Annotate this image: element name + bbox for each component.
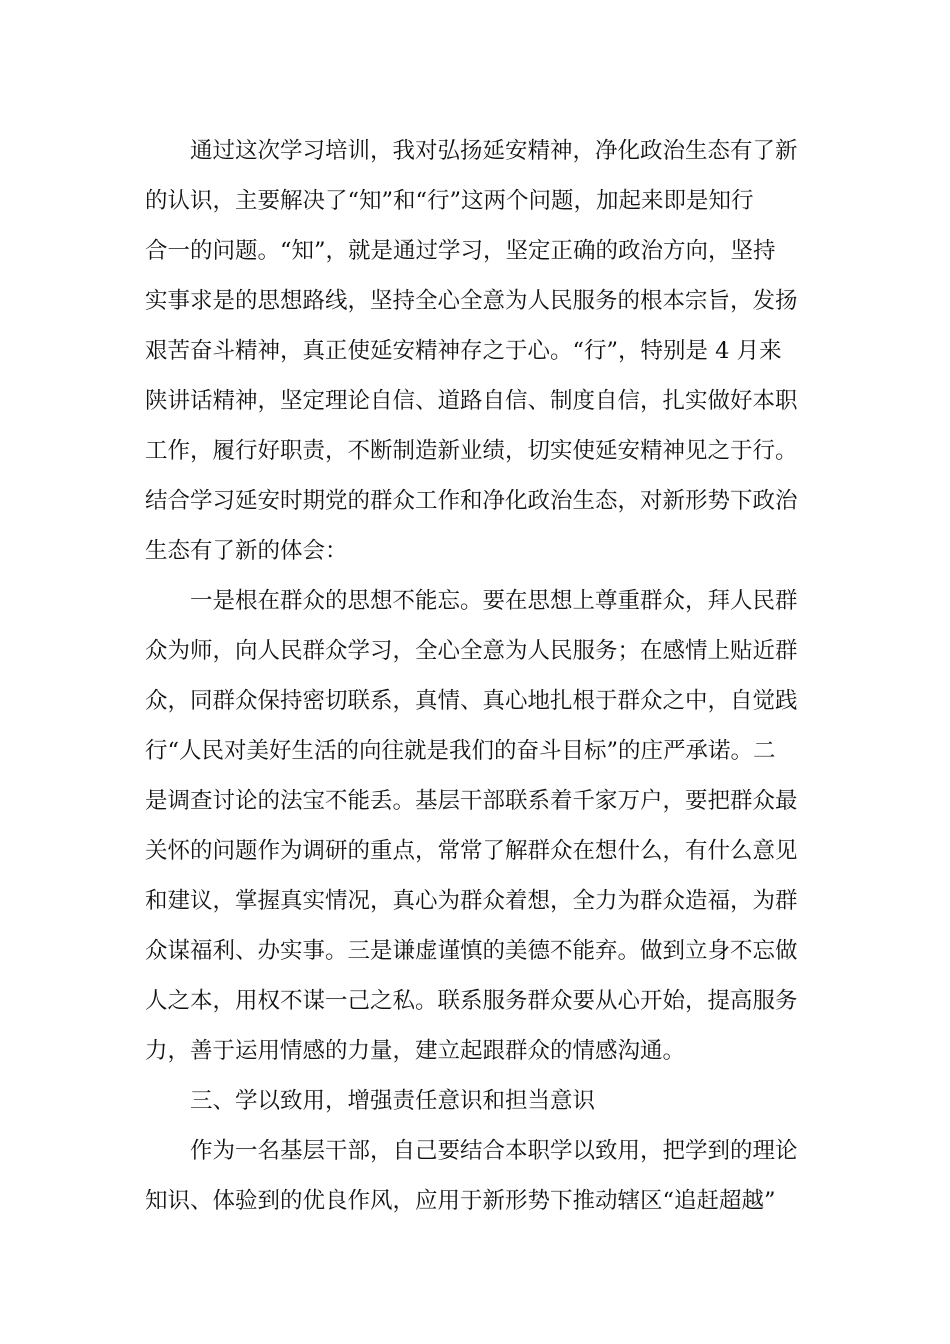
text-line: 关怀的问题作为调研的重点，常常了解群众在想什么，有什么意见 (145, 838, 798, 864)
text-line: 一是根在群众的思想不能忘。要在思想上尊重群众，拜人民群 (190, 588, 798, 614)
text-line: 生态有了新的体会： (145, 538, 348, 564)
text-line: 众谋福利、办实事。三是谦虚谨慎的美德不能弃。做到立身不忘做 (145, 938, 798, 964)
text-line: 是调查讨论的法宝不能丢。基层干部联系着千家万户，要把群众最 (145, 788, 798, 814)
text-line: 知识、体验到的优良作风，应用于新形势下推动辖区“追赶超越” (145, 1188, 776, 1214)
text-line: 众为师，向人民群众学习，全心全意为人民服务；在感情上贴近群 (145, 638, 798, 664)
text-line: 艰苦奋斗精神，真正使延安精神存之于心。“行”，特别是 4 月来 (145, 338, 782, 364)
text-line: 结合学习延安时期党的群众工作和净化政治生态，对新形势下政治 (145, 488, 798, 514)
text-line: 合一的问题。“知”，就是通过学习，坚定正确的政治方向，坚持 (145, 238, 776, 264)
text-line: 通过这次学习培训，我对弘扬延安精神，净化政治生态有了新 (190, 138, 798, 164)
text-line: 工作，履行好职责，不断制造新业绩，切实使延安精神见之于行。 (145, 438, 798, 464)
text-line: 和建议，掌握真实情况，真心为群众着想，全力为群众造福，为群 (145, 888, 798, 914)
text-line: 行“人民对美好生活的向往就是我们的奋斗目标”的庄严承诺。二 (145, 738, 776, 764)
text-line: 作为一名基层干部，自己要结合本职学以致用，把学到的理论 (190, 1138, 798, 1164)
text-line: 众，同群众保持密切联系，真情、真心地扎根于群众之中，自觉践 (145, 688, 798, 714)
text-line: 实事求是的思想路线，坚持全心全意为人民服务的根本宗旨，发扬 (145, 288, 798, 314)
text-line: 人之本，用权不谋一己之私。联系服务群众要从心开始，提高服务 (145, 988, 798, 1014)
section-heading: 三、学以致用，增强责任意识和担当意识 (190, 1088, 596, 1114)
text-line: 力，善于运用情感的力量，建立起跟群众的情感沟通。 (145, 1038, 686, 1064)
text-line: 陕讲话精神，坚定理论自信、道路自信、制度自信，扎实做好本职 (145, 388, 798, 414)
text-line: 的认识，主要解决了“知”和“行”这两个问题，加起来即是知行 (145, 188, 754, 214)
